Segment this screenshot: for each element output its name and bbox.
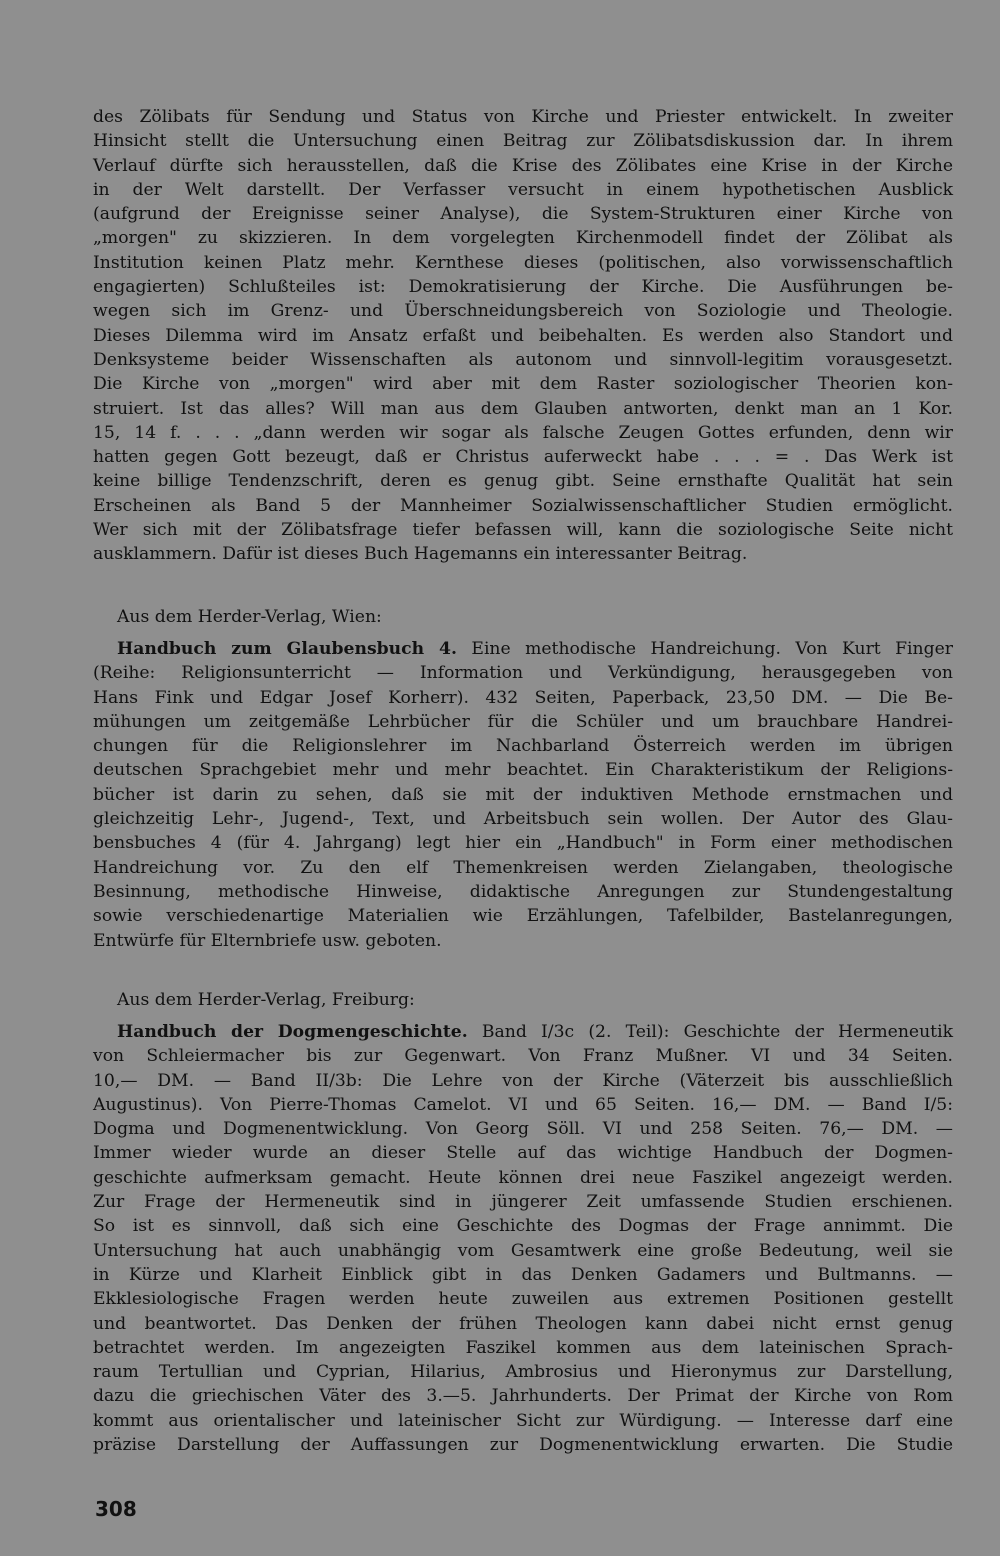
text-line: Dogma und Dogmenentwicklung. Von Georg Söll. VI und 258 Seiten. 76,— DM. — <box>93 1119 953 1140</box>
text-line: chungen für die Religionslehrer im Nachbarland Österreich werden im übrigen <box>93 736 953 757</box>
text-line: Hinsicht stellt die Untersuchung einen Beitrag zur Zölibatsdiskussion dar. In ihrem <box>93 131 953 152</box>
text-line: gleichzeitig Lehr-, Jugend-, Text, und Arbeitsbuch sein wollen. Der Autor des Glau- <box>93 809 953 830</box>
text-line: dazu die griechischen Väter des 3.—5. Jahrhunderts. Der Primat der Kirche von Rom <box>93 1386 953 1407</box>
document-page <box>93 105 953 1525</box>
text-line: kommt aus orientalischer und lateinischer Sicht zur Würdigung. — Interesse darf eine <box>93 1410 953 1431</box>
text-line: Augustinus). Von Pierre-Thomas Camelot. VI und 65 Seiten. 16,— DM. — Band I/5: <box>93 1094 953 1115</box>
text-line: raum Tertullian und Cyprian, Hilarius, Ambrosius und Hieronymus zur Darstellung, <box>93 1362 953 1383</box>
text-line: mühungen um zeitgemäße Lehrbücher für die Schüler und um brauchbare Handrei- <box>93 711 953 732</box>
page-number: 308 <box>95 1497 137 1521</box>
text-fragment: Band I/3c (2. Teil): Geschichte der Hermeneutik <box>467 1022 953 1042</box>
text-line: engagierten) Schlußteiles ist: Demokratisierung der Kirche. Die Ausführungen be- <box>93 277 953 298</box>
text-line: Hans Fink und Edgar Josef Korherr). 432 Seiten, Paperback, 23,50 DM. — Die Be- <box>93 687 953 708</box>
text-line: (Reihe: Religionsunterricht — Information und Verkündigung, herausgegeben von <box>93 663 953 684</box>
text-line: struiert. Ist das alles? Will man aus dem Glauben antworten, denkt man an 1 Kor. <box>93 398 953 419</box>
text-line: 10,— DM. — Band II/3b: Die Lehre von der Kirche (Väterzeit bis ausschließlich <box>93 1070 953 1091</box>
text-line: deutschen Sprachgebiet mehr und mehr beachtet. Ein Charakteristikum der Religions- <box>93 760 953 781</box>
review-paragraph-hagemann <box>93 105 953 567</box>
text-line: Erscheinen als Band 5 der Mannheimer Sozialwissenschaftlicher Studien ermöglicht. <box>93 495 953 516</box>
review-paragraph-dogmengeschichte <box>93 1020 953 1457</box>
text-line: „morgen" zu skizzieren. In dem vorgelegten Kirchenmodell findet der Zölibat als <box>93 228 953 249</box>
text-line: bensbuches 4 (für 4. Jahrgang) legt hier ein „Handbuch" in Form einer methodischen <box>93 833 953 854</box>
text-line: Zur Frage der Hermeneutik sind in jüngerer Zeit umfassende Studien erschienen. <box>93 1192 953 1213</box>
publisher-intro-wien: Aus dem Herder-Verlag, Wien: <box>117 607 382 627</box>
text-line: So ist es sinnvoll, daß sich eine Geschichte des Dogmas der Frage annimmt. Die <box>93 1216 953 1237</box>
text-line: und beantwortet. Das Denken der frühen Theologen kann dabei nicht ernst genug <box>93 1313 953 1334</box>
text-line: Entwürfe für Elternbriefe usw. geboten. <box>93 930 442 951</box>
text-line <box>93 1020 953 1044</box>
text-line: sowie verschiedenartige Materialien wie Erzählungen, Tafelbilder, Bastelanregungen, <box>93 906 953 927</box>
text-line: ausklammern. Dafür ist dieses Buch Hagemanns ein interessanter Beitrag. <box>93 544 748 565</box>
publisher-intro-freiburg: Aus dem Herder-Verlag, Freiburg: <box>117 990 415 1010</box>
text-line: Besinnung, methodische Hinweise, didaktische Anregungen zur Stundengestaltung <box>93 881 953 902</box>
text-line: Institution keinen Platz mehr. Kernthese dieses (politischen, also vorwissenschaftlich <box>93 252 953 273</box>
text-line: Verlauf dürfte sich herausstellen, daß die Krise des Zölibates eine Krise in der Kirche <box>93 155 953 176</box>
text-line: Dieses Dilemma wird im Ansatz erfaßt und beibehalten. Es werden also Standort und <box>93 325 953 346</box>
text-line: bücher ist darin zu sehen, daß sie mit der induktiven Methode ernstmachen und <box>93 784 953 805</box>
text-line: Wer sich mit der Zölibatsfrage tiefer befassen will, kann die soziologische Seite nicht <box>93 520 953 541</box>
text-line: Ekklesiologische Fragen werden heute zuweilen aus extremen Positionen gestellt <box>93 1289 953 1310</box>
text-line: keine billige Tendenzschrift, deren es genug gibt. Seine ernsthafte Qualität hat sein <box>93 471 953 492</box>
review-paragraph-glaubensbuch <box>93 637 953 953</box>
text-line: Die Kirche von „morgen" wird aber mit dem Raster soziologischer Theorien kon- <box>93 374 953 395</box>
text-line: Untersuchung hat auch unabhängig vom Gesamtwerk eine große Bedeutung, weil sie <box>93 1240 953 1261</box>
text-line: in Kürze und Klarheit Einblick gibt in das Denken Gadamers und Bultmanns. — <box>93 1264 953 1285</box>
text-line: geschichte aufmerksam gemacht. Heute können drei neue Faszikel angezeigt werden. <box>93 1167 953 1188</box>
book-title: Handbuch der Dogmengeschichte. <box>117 1022 468 1042</box>
text-line: von Schleiermacher bis zur Gegenwart. Von Franz Mußner. VI und 34 Seiten. <box>93 1046 953 1067</box>
text-line: wegen sich im Grenz- und Überschneidungsbereich von Soziologie und Theologie. <box>93 301 953 322</box>
text-line: 15, 14 f. . . . „dann werden wir sogar als falsche Zeugen Gottes erfunden, denn wir <box>93 422 953 443</box>
text-line: betrachtet werden. Im angezeigten Faszikel kommen aus dem lateinischen Sprach- <box>93 1337 953 1358</box>
text-line: des Zölibats für Sendung und Status von Kirche und Priester entwickelt. In zweiter <box>93 107 953 127</box>
text-line <box>93 637 953 661</box>
text-line: hatten gegen Gott bezeugt, daß er Christus auferweckt habe . . . = . Das Werk ist <box>93 447 953 468</box>
text-line: (aufgrund der Ereignisse seiner Analyse), die System-Strukturen einer Kirche von <box>93 204 953 225</box>
text-line: Immer wieder wurde an dieser Stelle auf das wichtige Handbuch der Dogmen- <box>93 1143 953 1164</box>
text-fragment: Eine methodische Handreichung. Von Kurt Finger <box>456 639 953 659</box>
text-line: Handreichung vor. Zu den elf Themenkreisen werden Zielangaben, theologische <box>93 857 953 878</box>
text-line: präzise Darstellung der Auffassungen zur Dogmenentwicklung erwarten. Die Studie <box>93 1435 953 1456</box>
text-line: in der Welt darstellt. Der Verfasser versucht in einem hypothetischen Ausblick <box>93 179 953 200</box>
text-line: Denksysteme beider Wissenschaften als autonom und sinnvoll-legitim vorausgesetzt. <box>93 349 953 370</box>
book-title: Handbuch zum Glaubensbuch 4. <box>117 639 457 659</box>
